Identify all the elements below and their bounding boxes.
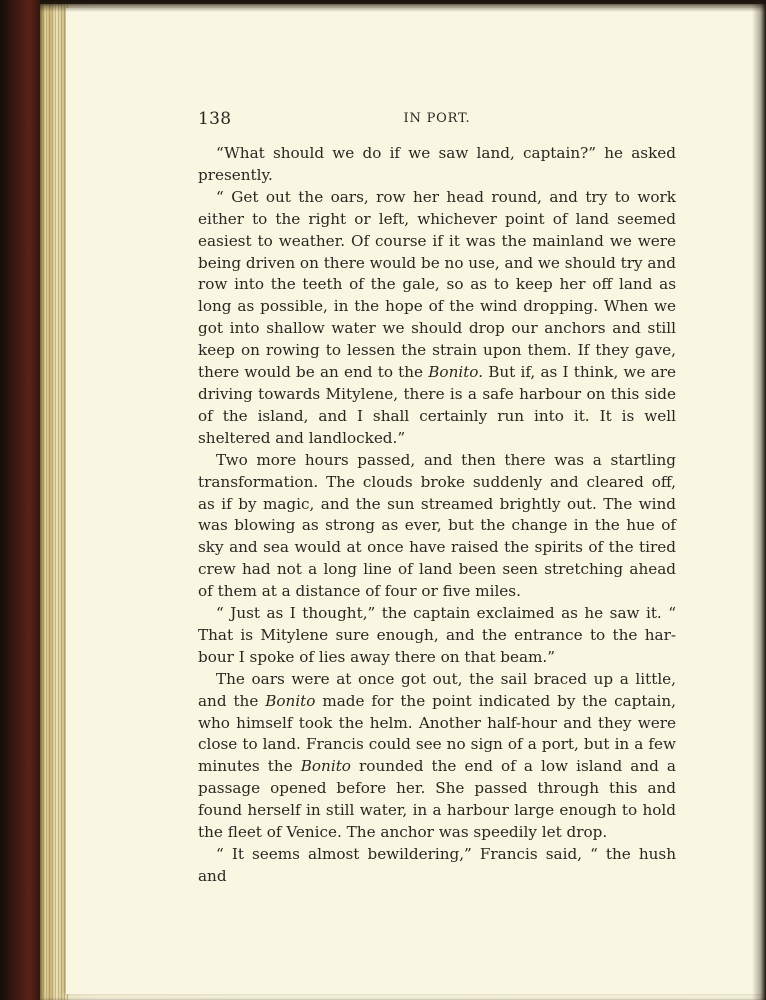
text-column — [198, 109, 676, 888]
paragraph-text: “ Get out the oars, row her head round, and try to work either to the right or left, whichever point of land seemed easiest to weather. Of course if it was the mainland we were being driven on there would be no use, and we should try and row into the teeth of the gale, so as to keep her off land as long as possible, in the hope of the wind dropping. When we got into shallow water we should drop our anchors and still keep on rowing to lessen the strain upon them. If they gave, there would be an end to the — [198, 187, 676, 382]
paragraph-text: rounded the end of a low island and a passage opened before her. She passed through this and found herself in still water, in a harbour large enough to hold the fleet of Venice. The anchor was speedily let drop. — [198, 757, 676, 842]
paragraph — [198, 669, 676, 844]
paragraph — [198, 450, 676, 603]
paragraph-text: Two more hours passed, and then there was a startling transformation. The clouds broke suddenly and cleared off, as if by magic, and the sun streamed brightly out. The wind was blowing as strong as ever, but the change in the hue of sky and sea would at once have raised the spirits of the tired crew had not a long line of land been seen stretching ahead of them at a distance of four or five miles. — [198, 450, 676, 601]
paragraph-text: “What should we do if we saw land, captain?” he asked presently. — [198, 144, 676, 184]
right-shadow — [752, 0, 766, 1000]
running-title: IN PORT. — [403, 111, 471, 126]
paragraph — [198, 603, 676, 669]
paragraph-text: But if, as I think, we are driving towards Mitylene, there is a safe harbour on this side of the island, and I shall certainly run into it. It is well sheltered and landlocked.” — [198, 363, 677, 447]
page-number: 138 — [198, 109, 232, 129]
ship-name: Bonito — [300, 757, 351, 776]
ship-name: Bonito — [265, 691, 316, 710]
body-text — [198, 143, 676, 888]
paragraph-text: made for the point indicated by the captain, who himself took the helm. Another half-hour and they were close to land. Francis could see no sign of a port, but in a few minutes the — [198, 691, 676, 776]
paragraph-text: “ It seems almost bewildering,” Francis said, “ the hush and — [198, 845, 676, 885]
top-shadow — [40, 0, 766, 12]
paragraph-text: “ Just as I thought,” the captain exclaimed as he saw it. “ That is Mitylene sure enough, and the entrance to the harbour I spoke of lies away there on that beam.” — [198, 604, 676, 666]
book-cover-edge — [0, 0, 42, 1000]
paragraph — [198, 143, 676, 187]
running-head — [198, 109, 676, 137]
ship-name: Bonito. — [428, 363, 484, 382]
paragraph-text: The oars were at once got out, the sail braced up a little, and the — [198, 669, 676, 710]
paragraph — [198, 844, 676, 888]
paragraph — [198, 187, 676, 450]
